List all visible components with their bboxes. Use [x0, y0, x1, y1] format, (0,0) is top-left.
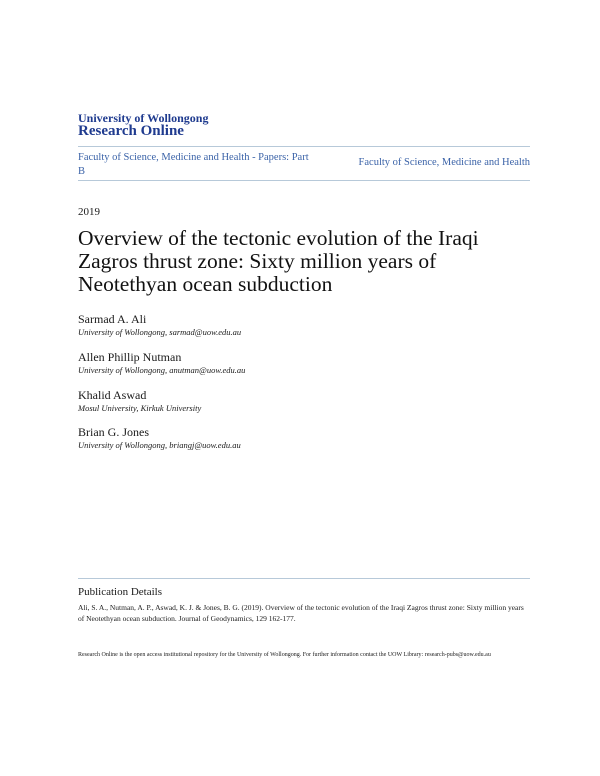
- author-name: Allen Phillip Nutman: [78, 350, 182, 364]
- author-email[interactable]: sarmad@uow.edu.au: [169, 327, 242, 337]
- author-affiliation: Mosul University, Kirkuk University: [78, 403, 202, 413]
- university-name[interactable]: University of Wollongong: [78, 111, 209, 125]
- repository-footer: Research Online is the open access institutional repository for the University of Wollongong. For further information contact the UOW Library: research-pubs@uow.edu.au: [78, 652, 491, 658]
- repository-name[interactable]: Research Online: [78, 123, 184, 139]
- publication-details-heading: Publication Details: [78, 586, 163, 598]
- author-affiliation: University of Wollongong, sarmad@uow.edu.au: [78, 327, 242, 337]
- author-entry: [78, 388, 201, 414]
- author-entry: [78, 350, 245, 376]
- publication-details-text: Ali, S. A., Nutman, A. P., Aswad, K. J. & Jones, B. G. (2019). Overview of the tectonic evolution of the Iraqi Zagros thrust zone: Sixty million years of Neotethyan ocean subduction. Journal of Geodynamics, 129 162-177.: [78, 603, 524, 623]
- author-name: Sarmad A. Ali: [78, 312, 147, 326]
- faculty-papers-link[interactable]: Faculty of Science, Medicine and Health - Papers: Part B: [78, 152, 309, 177]
- author-email[interactable]: briangj@uow.edu.au: [169, 440, 241, 450]
- header-divider-bottom: [78, 180, 530, 181]
- author-name: Khalid Aswad: [78, 388, 147, 402]
- paper-title: Overview of the tectonic evolution of the Iraqi Zagros thrust zone: Sixty million years of Neotethyan ocean subduction: [78, 226, 479, 296]
- author-affiliation: University of Wollongong, anutman@uow.edu.au: [78, 365, 246, 375]
- author-affiliation: University of Wollongong, briangj@uow.edu.au: [78, 440, 241, 450]
- author-entry: [78, 312, 241, 338]
- faculty-link[interactable]: Faculty of Science, Medicine and Health: [358, 157, 530, 168]
- publication-year: 2019: [78, 206, 100, 218]
- author-email[interactable]: anutman@uow.edu.au: [169, 365, 246, 375]
- author-entry: [78, 425, 241, 451]
- publication-divider: [78, 578, 530, 579]
- header-divider-top: [78, 146, 530, 147]
- author-name: Brian G. Jones: [78, 425, 149, 439]
